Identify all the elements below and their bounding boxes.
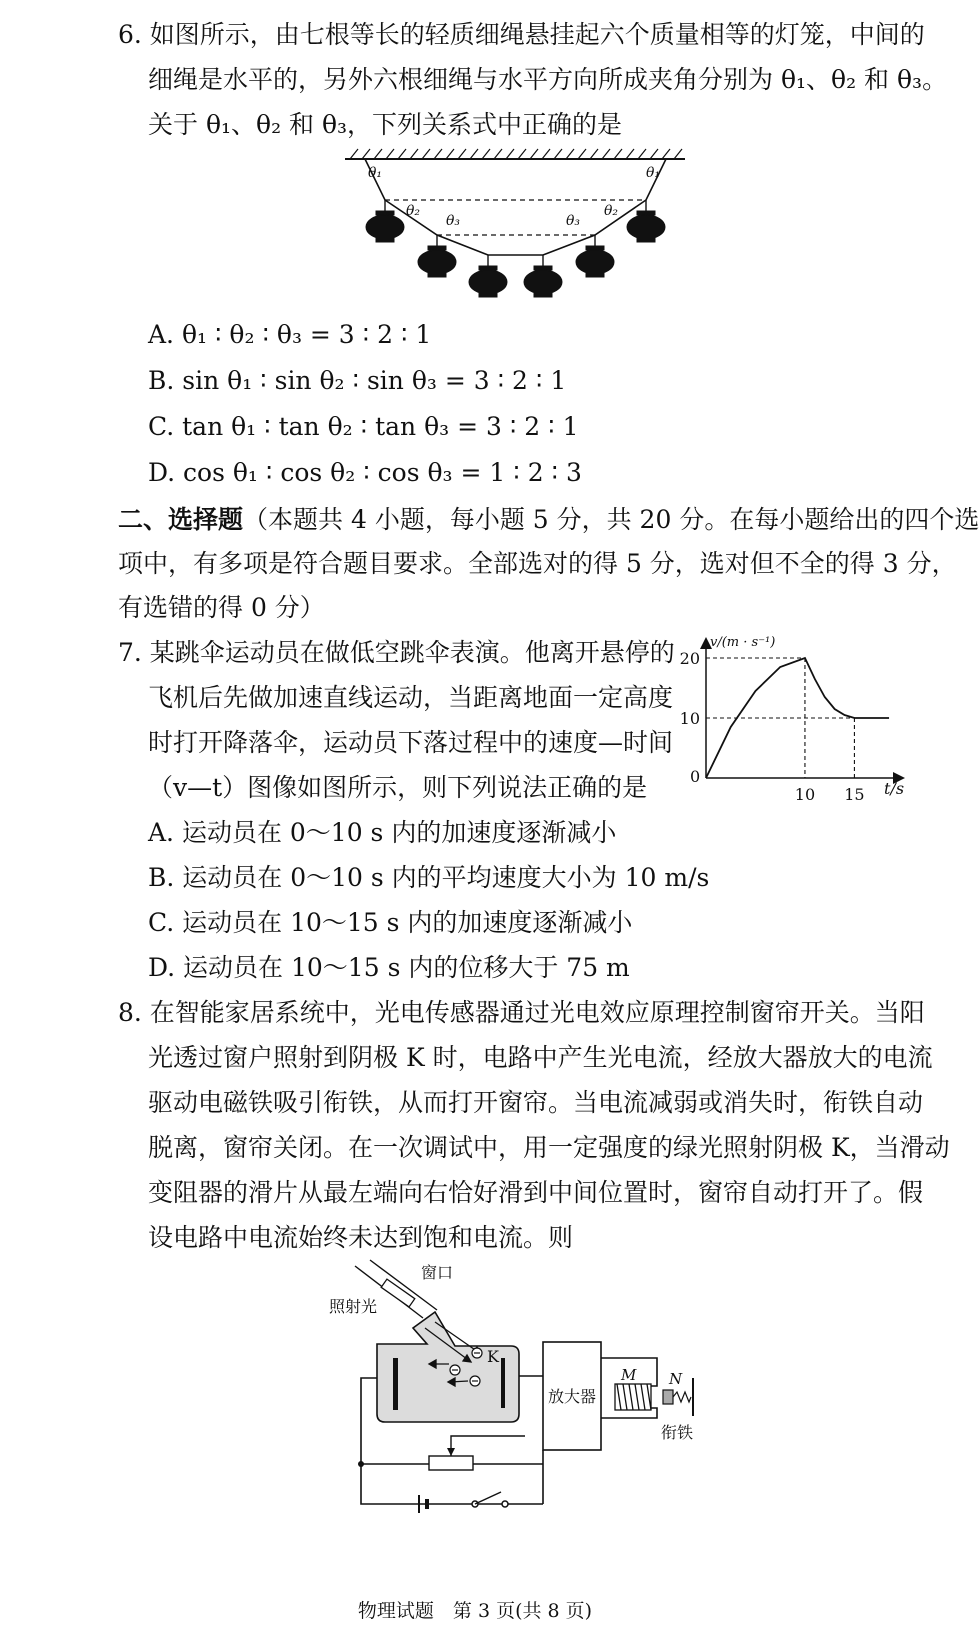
y-tick-10: 10 <box>679 709 700 728</box>
q7-line-3: 时打开降落伞，运动员下落过程中的速度—时间 <box>148 728 674 757</box>
window-label: 窗口 <box>421 1263 454 1282</box>
theta2-right-label: θ₂ <box>604 203 619 219</box>
section2-heading <box>118 503 979 537</box>
armature-label: 衔铁 <box>661 1423 694 1442</box>
q8-line-6: 设电路中电流始终未达到饱和电流。则 <box>148 1223 574 1252</box>
q6-line-3: 关于 θ₁、θ₂ 和 θ₃，下列关系式中正确的是 <box>148 110 623 139</box>
lantern <box>627 200 665 242</box>
q6-option-c: C. tan θ₁ ∶ tan θ₂ ∶ tan θ₃ = 3 ∶ 2 ∶ 1 <box>148 412 579 441</box>
light-label: 照射光 <box>329 1297 378 1316</box>
lantern <box>524 255 562 297</box>
section2-line-2: 项中，有多项是符合题目要求。全部选对的得 5 分，选对但不全的得 3 分， <box>118 549 957 578</box>
lantern <box>469 255 507 297</box>
q6-option-d: D. cos θ₁ ∶ cos θ₂ ∶ cos θ₃ = 1 ∶ 2 ∶ 3 <box>148 458 582 487</box>
rheostat <box>429 1436 525 1470</box>
y-axis-label: v/(m · s⁻¹) <box>710 635 776 650</box>
q8-line-1: 8. 在智能家居系统中，光电传感器通过光电效应原理控制窗帘开关。当阳 <box>118 998 925 1027</box>
lantern <box>418 235 456 277</box>
x-tick-15: 15 <box>844 785 865 804</box>
q7-line-1: 7. 某跳伞运动员在做低空跳伞表演。他离开悬停的 <box>118 638 675 667</box>
theta3-left-label: θ₃ <box>446 213 461 229</box>
q6-option-a: A. θ₁ ∶ θ₂ ∶ θ₃ = 3 ∶ 2 ∶ 1 <box>148 320 432 349</box>
q7-option-d: D. 运动员在 10～15 s 内的位移大于 75 m <box>148 953 630 982</box>
y-tick-20: 20 <box>679 649 700 668</box>
q8-line-5: 变阻器的滑片从最左端向右恰好滑到中间位置时，窗帘自动打开了。假 <box>148 1178 924 1207</box>
chart-guides <box>706 658 854 778</box>
q6-line-1: 6. 如图所示，由七根等长的轻质细绳悬挂起六个质量相等的灯笼，中间的 <box>118 20 925 49</box>
q8-line-4: 脱离，窗帘关闭。在一次调试中，用一定强度的绿光照射阴极 K，当滑动 <box>148 1133 950 1162</box>
q8-line-2: 光透过窗户照射到阴极 K 时，电路中产生光电流，经放大器放大的电流 <box>148 1043 933 1072</box>
q7-line-2: 飞机后先做加速直线运动，当距离地面一定高度 <box>148 683 674 712</box>
origin-label: 0 <box>690 767 701 786</box>
section2-line-3: 有选错的得 0 分） <box>118 593 325 622</box>
lantern-figure <box>340 145 700 305</box>
m-label: M <box>621 1366 637 1384</box>
chart-axes <box>706 640 902 778</box>
amplifier-label: 放大器 <box>547 1387 597 1406</box>
section2-line-1: （本题共 4 小题，每小题 5 分，共 20 分。在每小题给出的四个选 <box>243 505 979 534</box>
cathode-k <box>501 1358 505 1408</box>
photoelectric-circuit-figure <box>325 1258 725 1508</box>
window-glass <box>381 1279 415 1307</box>
theta2-left-label: θ₂ <box>406 203 421 219</box>
q8-line-3: 驱动电磁铁吸引衔铁，从而打开窗帘。当电流减弱或消失时，衔铁自动 <box>148 1088 924 1117</box>
junction-dot <box>358 1461 364 1467</box>
theta3-right-label: θ₃ <box>566 213 581 229</box>
vt-chart <box>679 632 916 808</box>
q7-line-4: （v—t）图像如图所示，则下列说法正确的是 <box>148 773 648 802</box>
x-tick-10: 10 <box>794 785 816 804</box>
anode-plate <box>393 1358 398 1410</box>
q6-line-2: 细绳是水平的，另外六根细绳与水平方向所成夹角分别为 θ₁、θ₂ 和 θ₃。 <box>148 65 948 94</box>
phototube <box>377 1312 519 1422</box>
lantern <box>366 200 404 242</box>
x-axis-label: t/s <box>884 779 905 798</box>
ceiling <box>345 149 685 159</box>
page-footer: 物理试题 第 3 页(共 8 页) <box>357 1600 593 1622</box>
n-label: N <box>669 1370 683 1388</box>
q7-option-a: A. 运动员在 0～10 s 内的加速度逐渐减小 <box>148 818 617 847</box>
electromagnet-m <box>615 1384 651 1410</box>
q7-option-b: B. 运动员在 0～10 s 内的平均速度大小为 10 m/s <box>148 863 710 892</box>
theta1-right-label: θ₁ <box>646 165 661 181</box>
section2-title: 二、选择题 <box>118 505 244 534</box>
q6-option-b: B. sin θ₁ ∶ sin θ₂ ∶ sin θ₃ = 3 ∶ 2 ∶ 1 <box>148 366 567 395</box>
angle-labels <box>368 165 660 229</box>
cathode-label: K <box>487 1347 499 1366</box>
lantern <box>576 235 614 277</box>
theta1-left-label: θ₁ <box>368 165 383 181</box>
q7-option-c: C. 运动员在 10～15 s 内的加速度逐渐减小 <box>148 908 633 937</box>
